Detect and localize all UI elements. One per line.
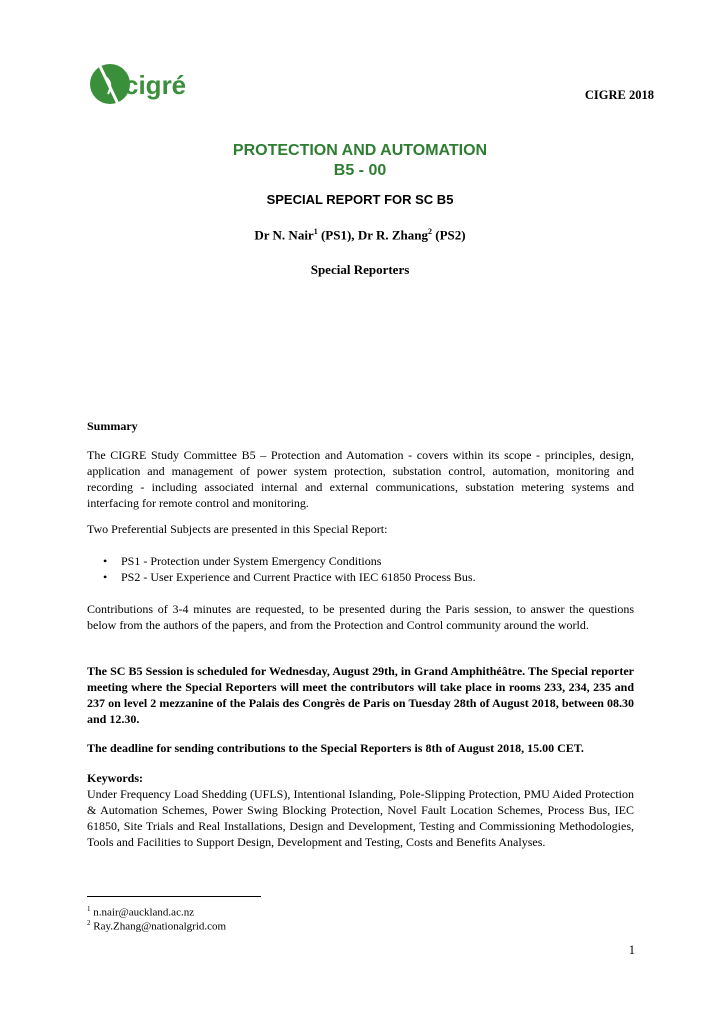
footnote-mark: 2 (87, 919, 91, 927)
summary-paragraph: The CIGRE Study Committee B5 – Protection and Automation - covers within its scope - principles, design, application and management of power system protection, substation control, automation, monitoring and recording - including associated internal and external communications, substation metering systems and interfacing for remote control and monitoring. (87, 448, 634, 510)
keywords-heading: Keywords: (87, 771, 143, 785)
preferential-subjects-intro: Two Preferential Subjects are presented in this Special Report: (87, 522, 388, 536)
footnote-2 (87, 919, 226, 933)
special-reporters-label: Special Reporters (310, 262, 410, 277)
author-1-footnote-mark: 1 (313, 227, 318, 236)
list-item (103, 569, 634, 585)
page-title: PROTECTION AND AUTOMATION (232, 142, 488, 159)
session-paragraph: The SC B5 Session is scheduled for Wednesday, August 29th, in Grand Amphithéâtre. The Special reporter meeting where the Special Reporters will meet the contributors will take place in rooms 233, 234, 235 and 237 on level 2 mezzanine of the Palais des Congrès de Paris on Tuesday 28th of August 2018, between 08.30 and 12.30. (87, 664, 634, 726)
preferential-subjects-list (87, 553, 634, 585)
page-subtitle-code: B5 - 00 (333, 162, 387, 179)
cigre-logo (80, 46, 190, 126)
author-1-role: (PS1), (320, 227, 358, 243)
list-item (103, 553, 634, 569)
report-title: SPECIAL REPORT FOR SC B5 (266, 192, 454, 207)
footnote-divider (87, 896, 261, 897)
bullet-icon: • (103, 570, 108, 584)
author-2-footnote-mark: 2 (428, 227, 433, 236)
footnote-mark: 1 (87, 905, 91, 913)
logo-text: cigré (124, 70, 187, 100)
authors-line (0, 227, 720, 243)
page-number: 1 (628, 943, 635, 957)
author-1-name: Dr N. Nair (254, 227, 314, 243)
contributions-paragraph: Contributions of 3-4 minutes are requested, to be presented during the Paris session, to answer the questions below from the authors of the papers, and from the Protection and Control community around the world. (87, 602, 634, 632)
footnote-email[interactable]: Ray.Zhang@nationalgrid.com (93, 920, 227, 933)
header-conference-label: CIGRE 2018 (584, 88, 654, 102)
list-item-text: PS2 - User Experience and Current Practice with IEC 61850 Process Bus. (121, 570, 476, 584)
bullet-icon: • (103, 554, 108, 568)
author-2-name: Dr R. Zhang (357, 227, 429, 243)
deadline-paragraph: The deadline for sending contributions to the Special Reporters is 8th of August 2018, 15.00 CET. (87, 741, 584, 755)
footnote-email[interactable]: n.nair@auckland.ac.nz (93, 906, 195, 919)
keywords-paragraph: Under Frequency Load Shedding (UFLS), Intentional Islanding, Pole-Slipping Protection, PMU Aided Protection & Automation Schemes, Power Swing Blocking Protection, Novel Fault Location Schemes, Process Bus, IEC 61850, Site Trials and Real Installations, Design and Development, Testing and Commissioning Methodologies, Tools and Facilities to Support Design, Development and Testing, Costs and Benefits Analyses. (87, 787, 634, 849)
list-item-text: PS1 - Protection under System Emergency Conditions (121, 554, 382, 568)
footnote-1 (87, 905, 194, 919)
summary-heading: Summary (87, 419, 138, 433)
author-2-role: (PS2) (435, 227, 466, 243)
